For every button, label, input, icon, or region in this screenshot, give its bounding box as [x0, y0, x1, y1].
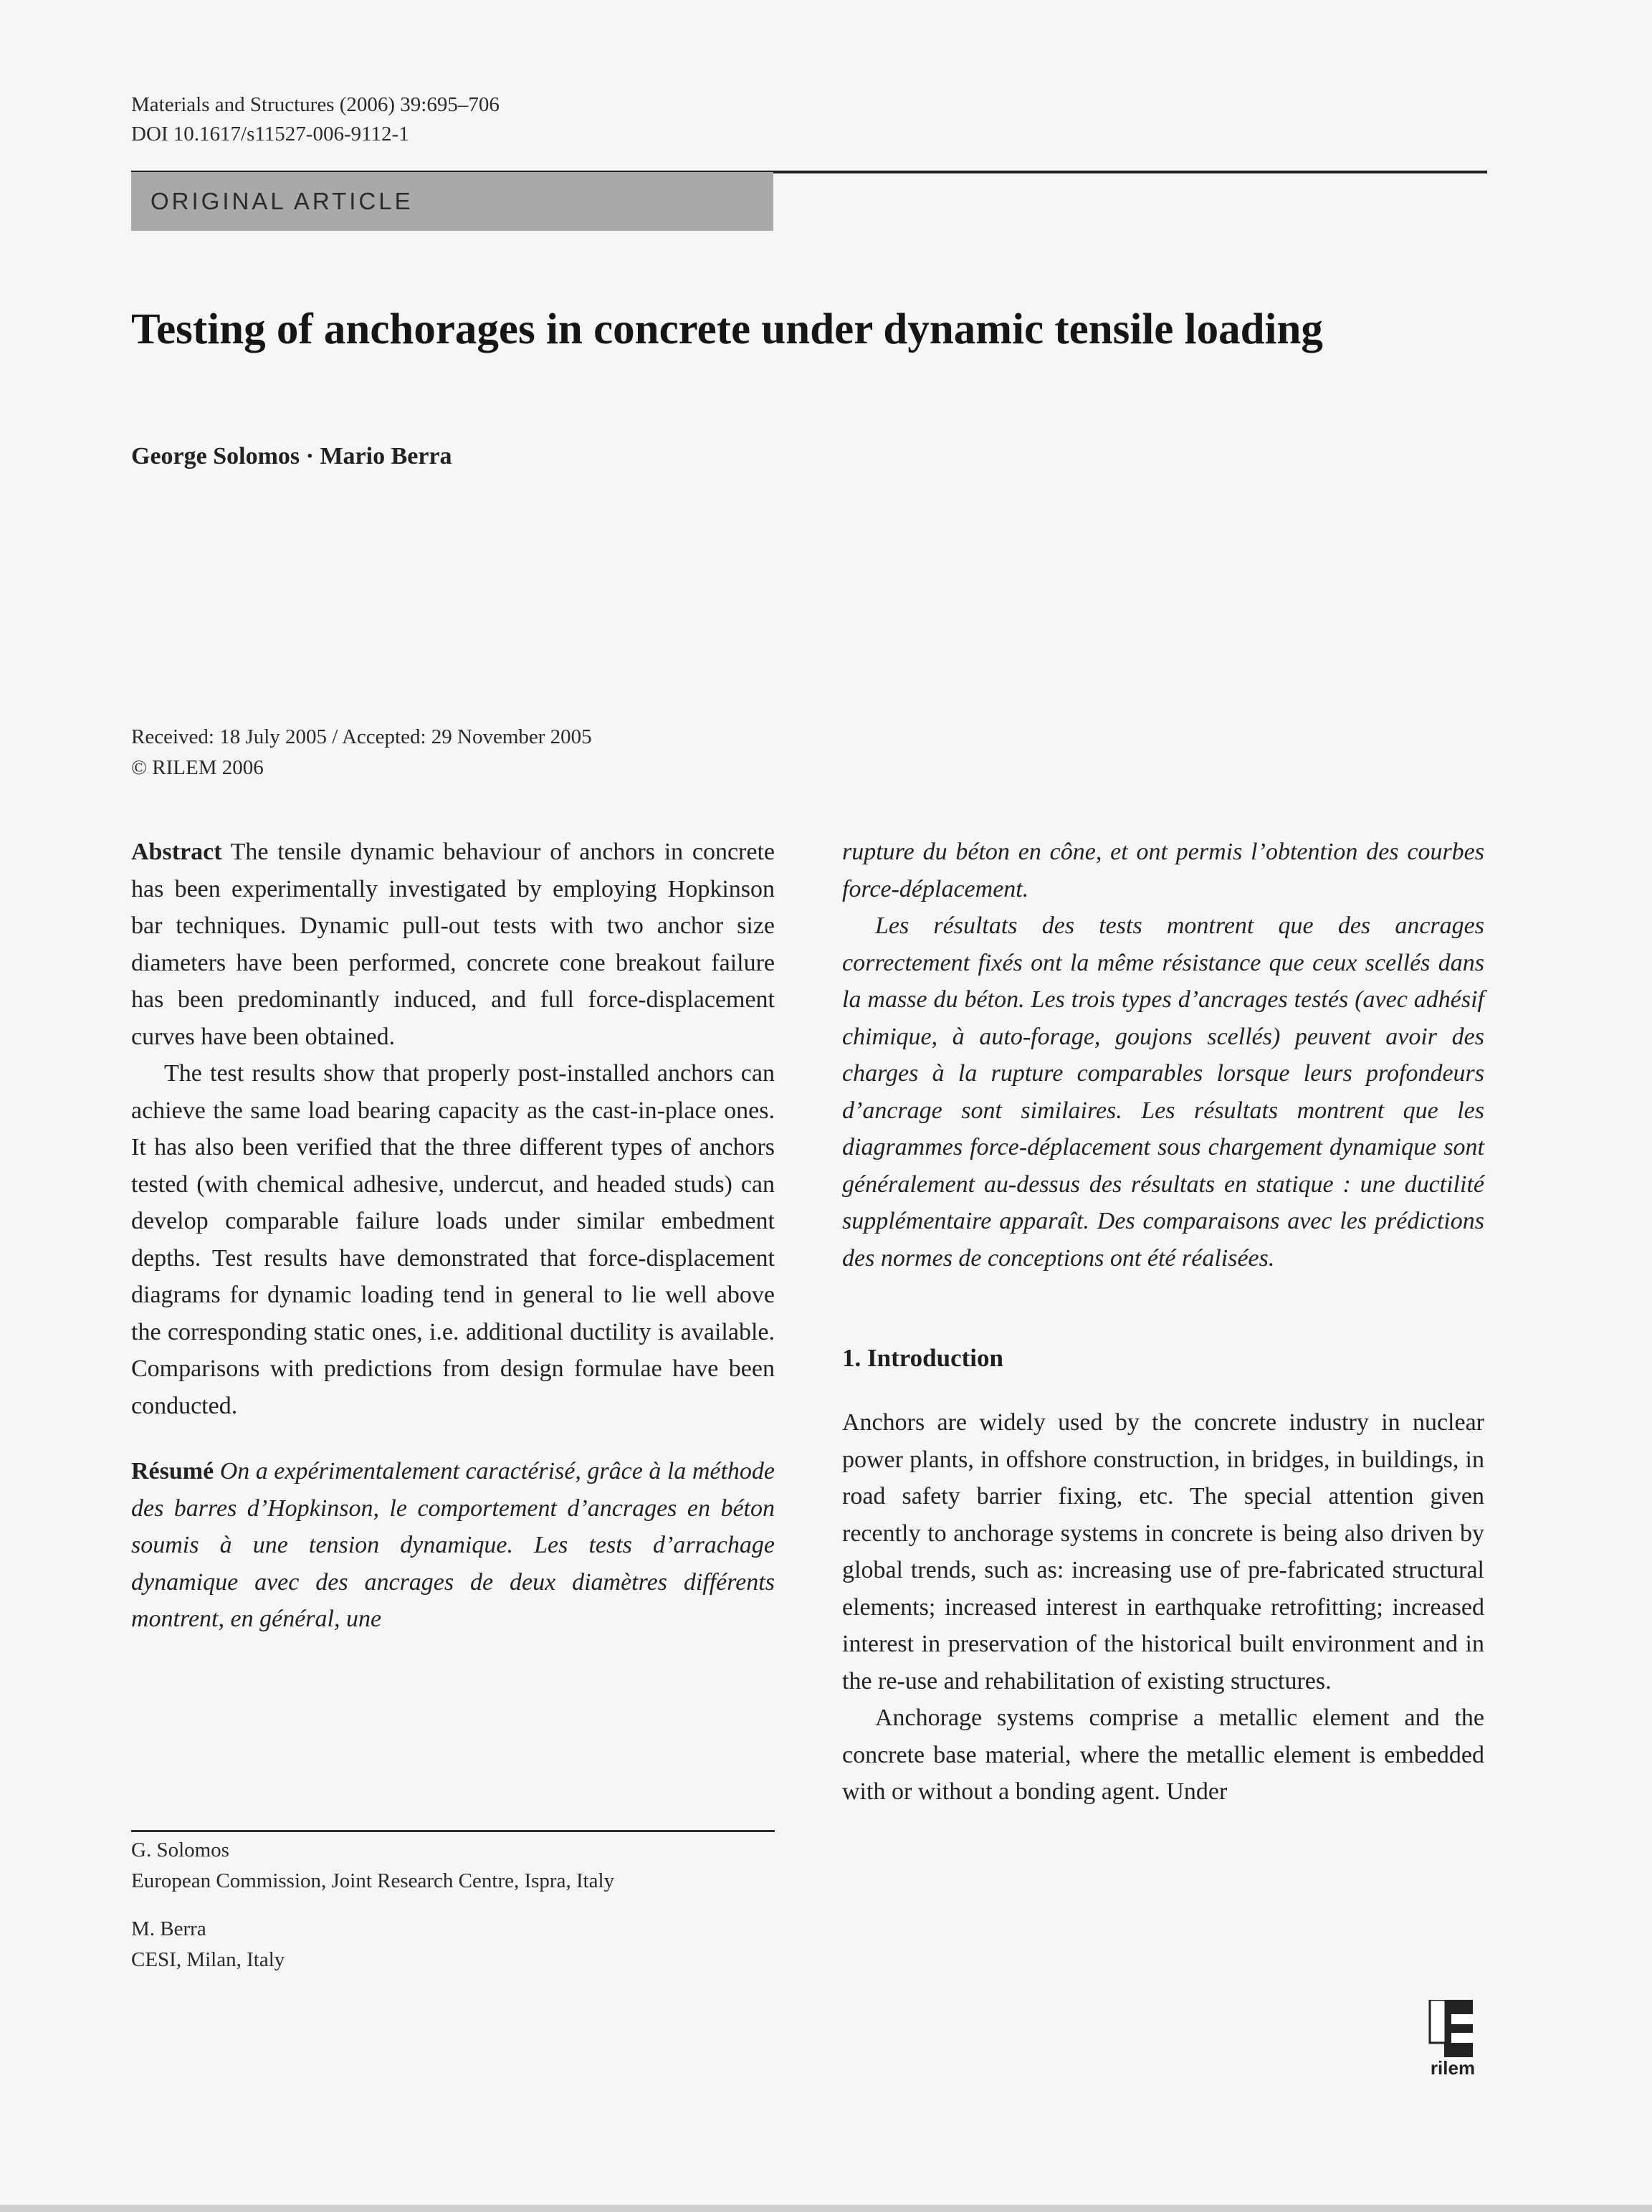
affiliation-berra: M. Berra CESI, Milan, Italy [131, 1917, 285, 1971]
authors: George Solomos · Mario Berra [131, 443, 452, 469]
rilem-logo-text: rilem [1430, 2057, 1476, 2079]
received-date: Received: 18 July 2005 / Accepted: 29 November 2005 [131, 725, 592, 748]
scan-edge [0, 2205, 1652, 2212]
section-heading-introduction: 1. Introduction [842, 1344, 1003, 1372]
journal-citation: Materials and Structures (2006) 39:695–706 [131, 93, 500, 116]
dates-block [131, 722, 592, 783]
introduction-paragraph-2: Anchorage systems comprise a metallic element and the concrete base material, where the metallic element is embedded with or without a bonding agent. Under [842, 1705, 1484, 1805]
footnote-rule [131, 1830, 775, 1832]
resume-paragraph-1: Résumé On a expérimentalement caractérisé, grâce à la méthode des barres d’Hopkinson, le comportement d’ancrages en béton soumis à une tension dynamique. Les tests d’arrachage dynamique avec des ancrages de deux diamètres différents montrent, en général, une [131, 1458, 775, 1632]
journal-header [131, 90, 500, 149]
abstract-paragraph-1: Abstract The tensile dynamic behaviour of anchors in concrete has been experimentally investigated by employing Hopkinson bar techniques. Dynamic pull-out tests with two anchor size diameters have been performed, concrete cone breakout failure has been predominantly induced, and full force-displacement curves have been obtained. [131, 839, 775, 1050]
abstract-paragraph-2: The test results show that properly post-installed anchors can achieve the same load bearing capacity as the cast-in-place ones. It has also been verified that the three different types of anchors tested (with chemical adhesive, undercut, and headed studs) can develop comparable failure loads under similar embedment depths. Test results have demonstrated that force-displacement diagrams for dynamic loading tend in general to lie well above the corresponding static ones, i.e. additional ductility is available. Comparisons with predictions from design formulae have been conducted. [131, 1060, 775, 1419]
introduction-paragraph-1: Anchors are widely used by the concrete industry in nuclear power plants, in offshore construction, in bridges, in buildings, in road safety barrier fixing, etc. The special attention given recently to anchorage systems in concrete is being also driven by global trends, such as: increasing use of pre-fabricated structural elements; increased interest in earthquake retrofitting; increased interest in preservation of the historical built environment and in the re-use and rehabilitation of existing structures. [842, 1409, 1484, 1694]
paper-title: Testing of anchorages in concrete under dynamic tensile loading [131, 305, 1323, 353]
copyright: © RILEM 2006 [131, 756, 264, 779]
left-column [131, 834, 775, 1638]
resume-paragraph-2: Les résultats des tests montrent que des ancrages correctement fixés ont la même résistance que ceux scellés dans la masse du béton. Les trois types d’ancrages testés (avec adhésif chimique, à auto-forage, goujons scellés) peuvent avoir des charges à la rupture comparables lorsque leurs profondeurs d’ancrage sont similaires. Les résultats montrent que les diagrammes force-déplacement sous chargement dynamique sont généralement au-dessus des résultats en statique : une ductilité supplémentaire apparaît. Des comparaisons avec les prédictions des normes de conceptions ont été réalisées. [842, 912, 1484, 1272]
abstract-label: Abstract [131, 839, 222, 865]
doi: DOI 10.1617/s11527-006-9112-1 [131, 123, 409, 146]
resume-label: Résumé [131, 1458, 214, 1484]
article-type-banner: ORIGINAL ARTICLE [131, 172, 773, 231]
affiliation-solomos: G. Solomos European Commission, Joint Research Centre, Ispra, Italy [131, 1839, 615, 1892]
resume-paragraph-1-continued: rupture du béton en cône, et ont permis l’obtention des courbes force-déplacement. [842, 839, 1484, 902]
right-column [842, 834, 1484, 1811]
rilem-logo [1423, 2000, 1484, 2079]
